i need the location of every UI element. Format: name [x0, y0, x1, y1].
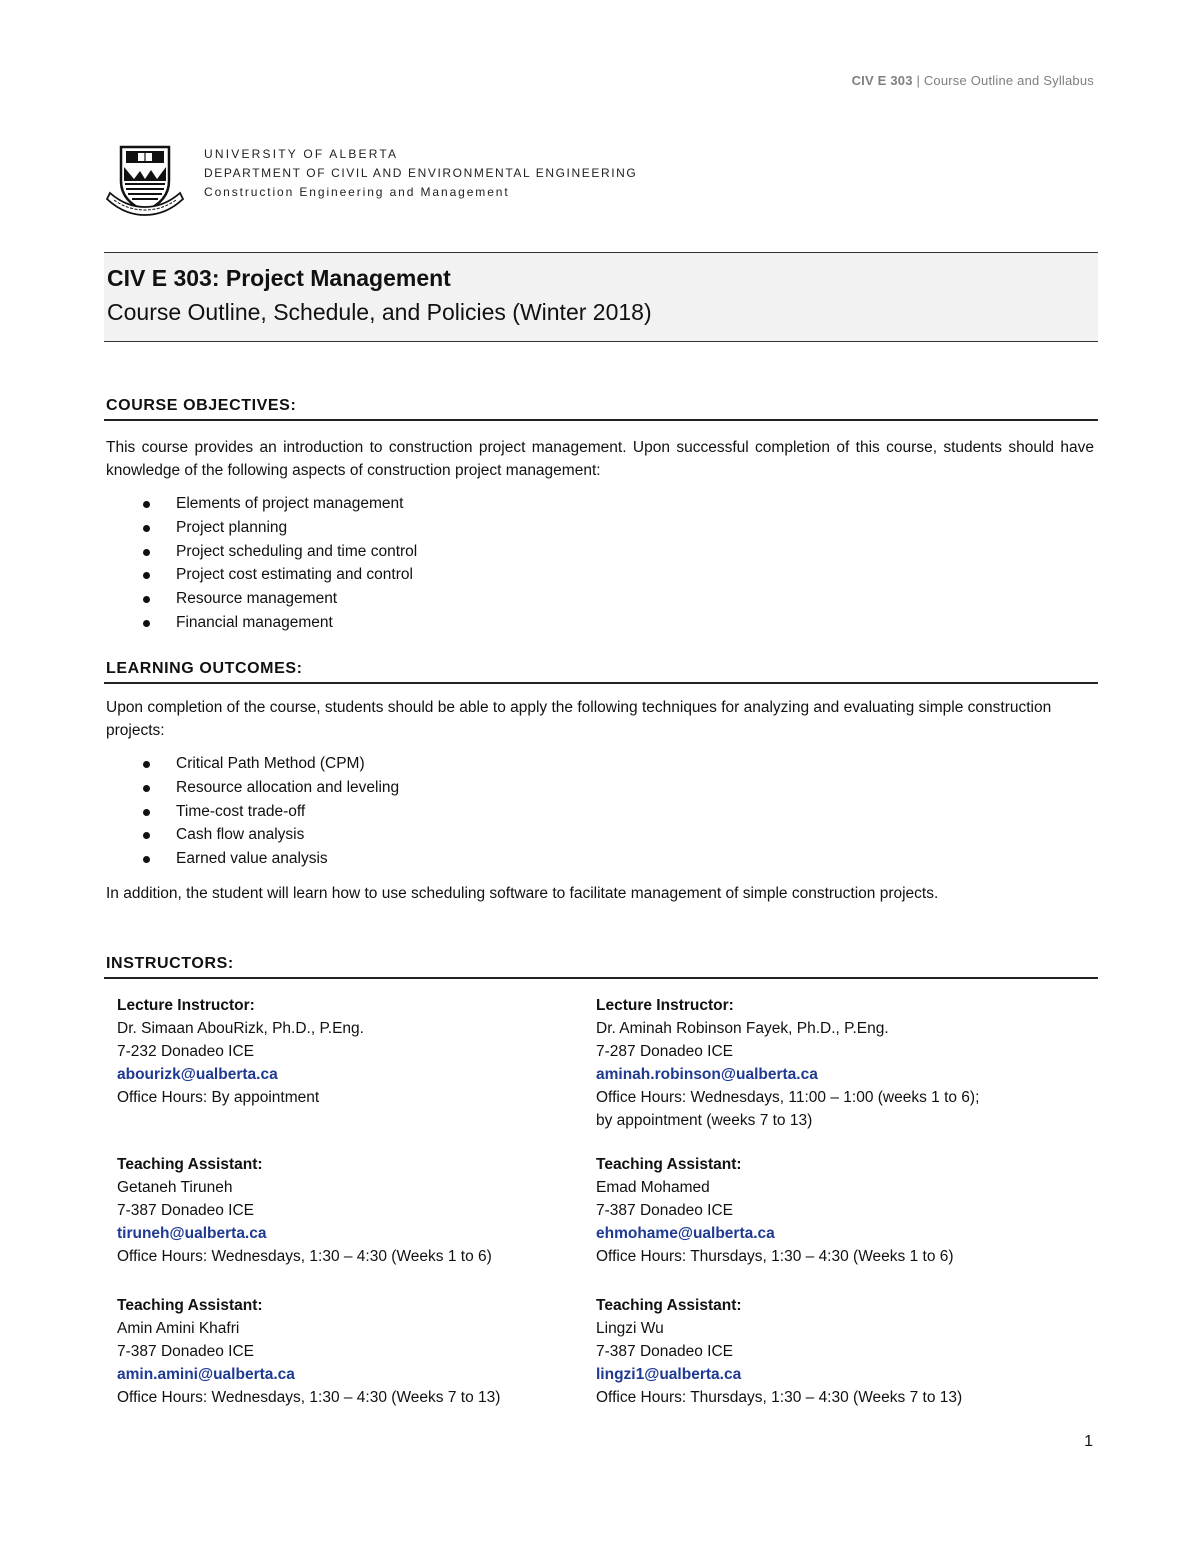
list-item: Resource allocation and leveling [140, 776, 399, 800]
department-name: DEPARTMENT OF CIVIL AND ENVIRONMENTAL ENGINEERING [204, 166, 638, 180]
instructor-block [117, 994, 364, 1109]
ta-office: 7-387 Donadeo ICE [596, 1343, 734, 1360]
list-item: Earned value analysis [140, 847, 399, 871]
university-letterhead [204, 145, 637, 202]
outcomes-closing: In addition, the student will learn how to use scheduling software to facilitate management of simple construction projects. [106, 885, 939, 902]
list-item: Critical Path Method (CPM) [140, 752, 399, 776]
outcomes-intro: Upon completion of the course, students should be able to apply the following techniques for analyzing and evaluating simple construction projects: [106, 699, 1052, 739]
instructor-email-link[interactable]: aminah.robinson@ualberta.ca [596, 1066, 818, 1083]
ta-role: Teaching Assistant: [596, 1297, 742, 1314]
ta-hours: Office Hours: Wednesdays, 1:30 – 4:30 (Weeks 1 to 6) [117, 1248, 492, 1265]
instructor-email-link[interactable]: abourizk@ualberta.ca [117, 1066, 278, 1083]
ta-name: Lingzi Wu [596, 1320, 664, 1337]
instructor-name: Dr. Aminah Robinson Fayek, Ph.D., P.Eng. [596, 1020, 889, 1037]
list-item: Resource management [140, 587, 417, 611]
ta-role: Teaching Assistant: [596, 1156, 742, 1173]
instructor-role: Lecture Instructor: [596, 997, 734, 1014]
instructor-hours: Office Hours: Wednesdays, 11:00 – 1:00 (weeks 1 to 6); [596, 1089, 980, 1106]
outcomes-list [140, 752, 399, 871]
ta-email-link[interactable]: tiruneh@ualberta.ca [117, 1225, 267, 1242]
ta-block [596, 1294, 962, 1409]
outcomes-heading: LEARNING OUTCOMES: [104, 660, 1098, 684]
objectives-list [140, 492, 417, 635]
ta-office: 7-387 Donadeo ICE [117, 1343, 255, 1360]
ta-name: Amin Amini Khafri [117, 1320, 240, 1337]
ta-hours: Office Hours: Thursdays, 1:30 – 4:30 (Weeks 7 to 13) [596, 1389, 963, 1406]
course-title: CIV E 303: Project Management [107, 265, 451, 291]
header-doc-title: Course Outline and Syllabus [923, 73, 1094, 88]
list-item: Time-cost trade-off [140, 800, 399, 824]
instructors-heading: INSTRUCTORS: [104, 955, 1098, 979]
ta-name: Emad Mohamed [596, 1179, 710, 1196]
university-name: UNIVERSITY OF ALBERTA [204, 147, 399, 161]
ta-email-link[interactable]: lingzi1@ualberta.ca [596, 1366, 742, 1383]
ta-email-link[interactable]: amin.amini@ualberta.ca [117, 1366, 295, 1383]
instructor-office: 7-232 Donadeo ICE [117, 1043, 255, 1060]
ta-office: 7-387 Donadeo ICE [117, 1202, 255, 1219]
instructor-office: 7-287 Donadeo ICE [596, 1043, 734, 1060]
page-number: 1 [1084, 1433, 1093, 1450]
list-item: Cash flow analysis [140, 823, 399, 847]
ta-hours: Office Hours: Wednesdays, 1:30 – 4:30 (Weeks 7 to 13) [117, 1389, 501, 1406]
ta-hours: Office Hours: Thursdays, 1:30 – 4:30 (Weeks 1 to 6) [596, 1248, 954, 1265]
ta-role: Teaching Assistant: [117, 1156, 263, 1173]
ta-block [117, 1294, 500, 1409]
header-course-code: CIV E 303 [851, 73, 913, 88]
list-item: Financial management [140, 611, 417, 635]
header-separator: | [916, 73, 921, 88]
objectives-heading: COURSE OBJECTIVES: [104, 397, 1098, 421]
instructor-hours: Office Hours: By appointment [117, 1089, 320, 1106]
list-item: Elements of project management [140, 492, 417, 516]
objectives-intro: This course provides an introduction to construction project management. Upon successful completion of this course, students should have knowledge of the following aspects of construction project management: [106, 439, 1094, 479]
instructor-hours-continued: by appointment (weeks 7 to 13) [596, 1112, 813, 1129]
program-name: Construction Engineering and Management [204, 185, 510, 199]
ta-name: Getaneh Tiruneh [117, 1179, 233, 1196]
title-box [104, 252, 1098, 342]
instructor-role: Lecture Instructor: [117, 997, 255, 1014]
university-crest-icon [104, 141, 186, 219]
instructor-block [596, 994, 979, 1132]
course-subtitle: Course Outline, Schedule, and Policies (Winter 2018) [107, 299, 652, 325]
running-header [852, 73, 1094, 88]
ta-block [117, 1153, 492, 1268]
ta-email-link[interactable]: ehmohame@ualberta.ca [596, 1225, 775, 1242]
ta-office: 7-387 Donadeo ICE [596, 1202, 734, 1219]
ta-role: Teaching Assistant: [117, 1297, 263, 1314]
list-item: Project cost estimating and control [140, 563, 417, 587]
instructor-name: Dr. Simaan AbouRizk, Ph.D., P.Eng. [117, 1020, 364, 1037]
list-item: Project scheduling and time control [140, 540, 417, 564]
ta-block [596, 1153, 954, 1268]
list-item: Project planning [140, 516, 417, 540]
